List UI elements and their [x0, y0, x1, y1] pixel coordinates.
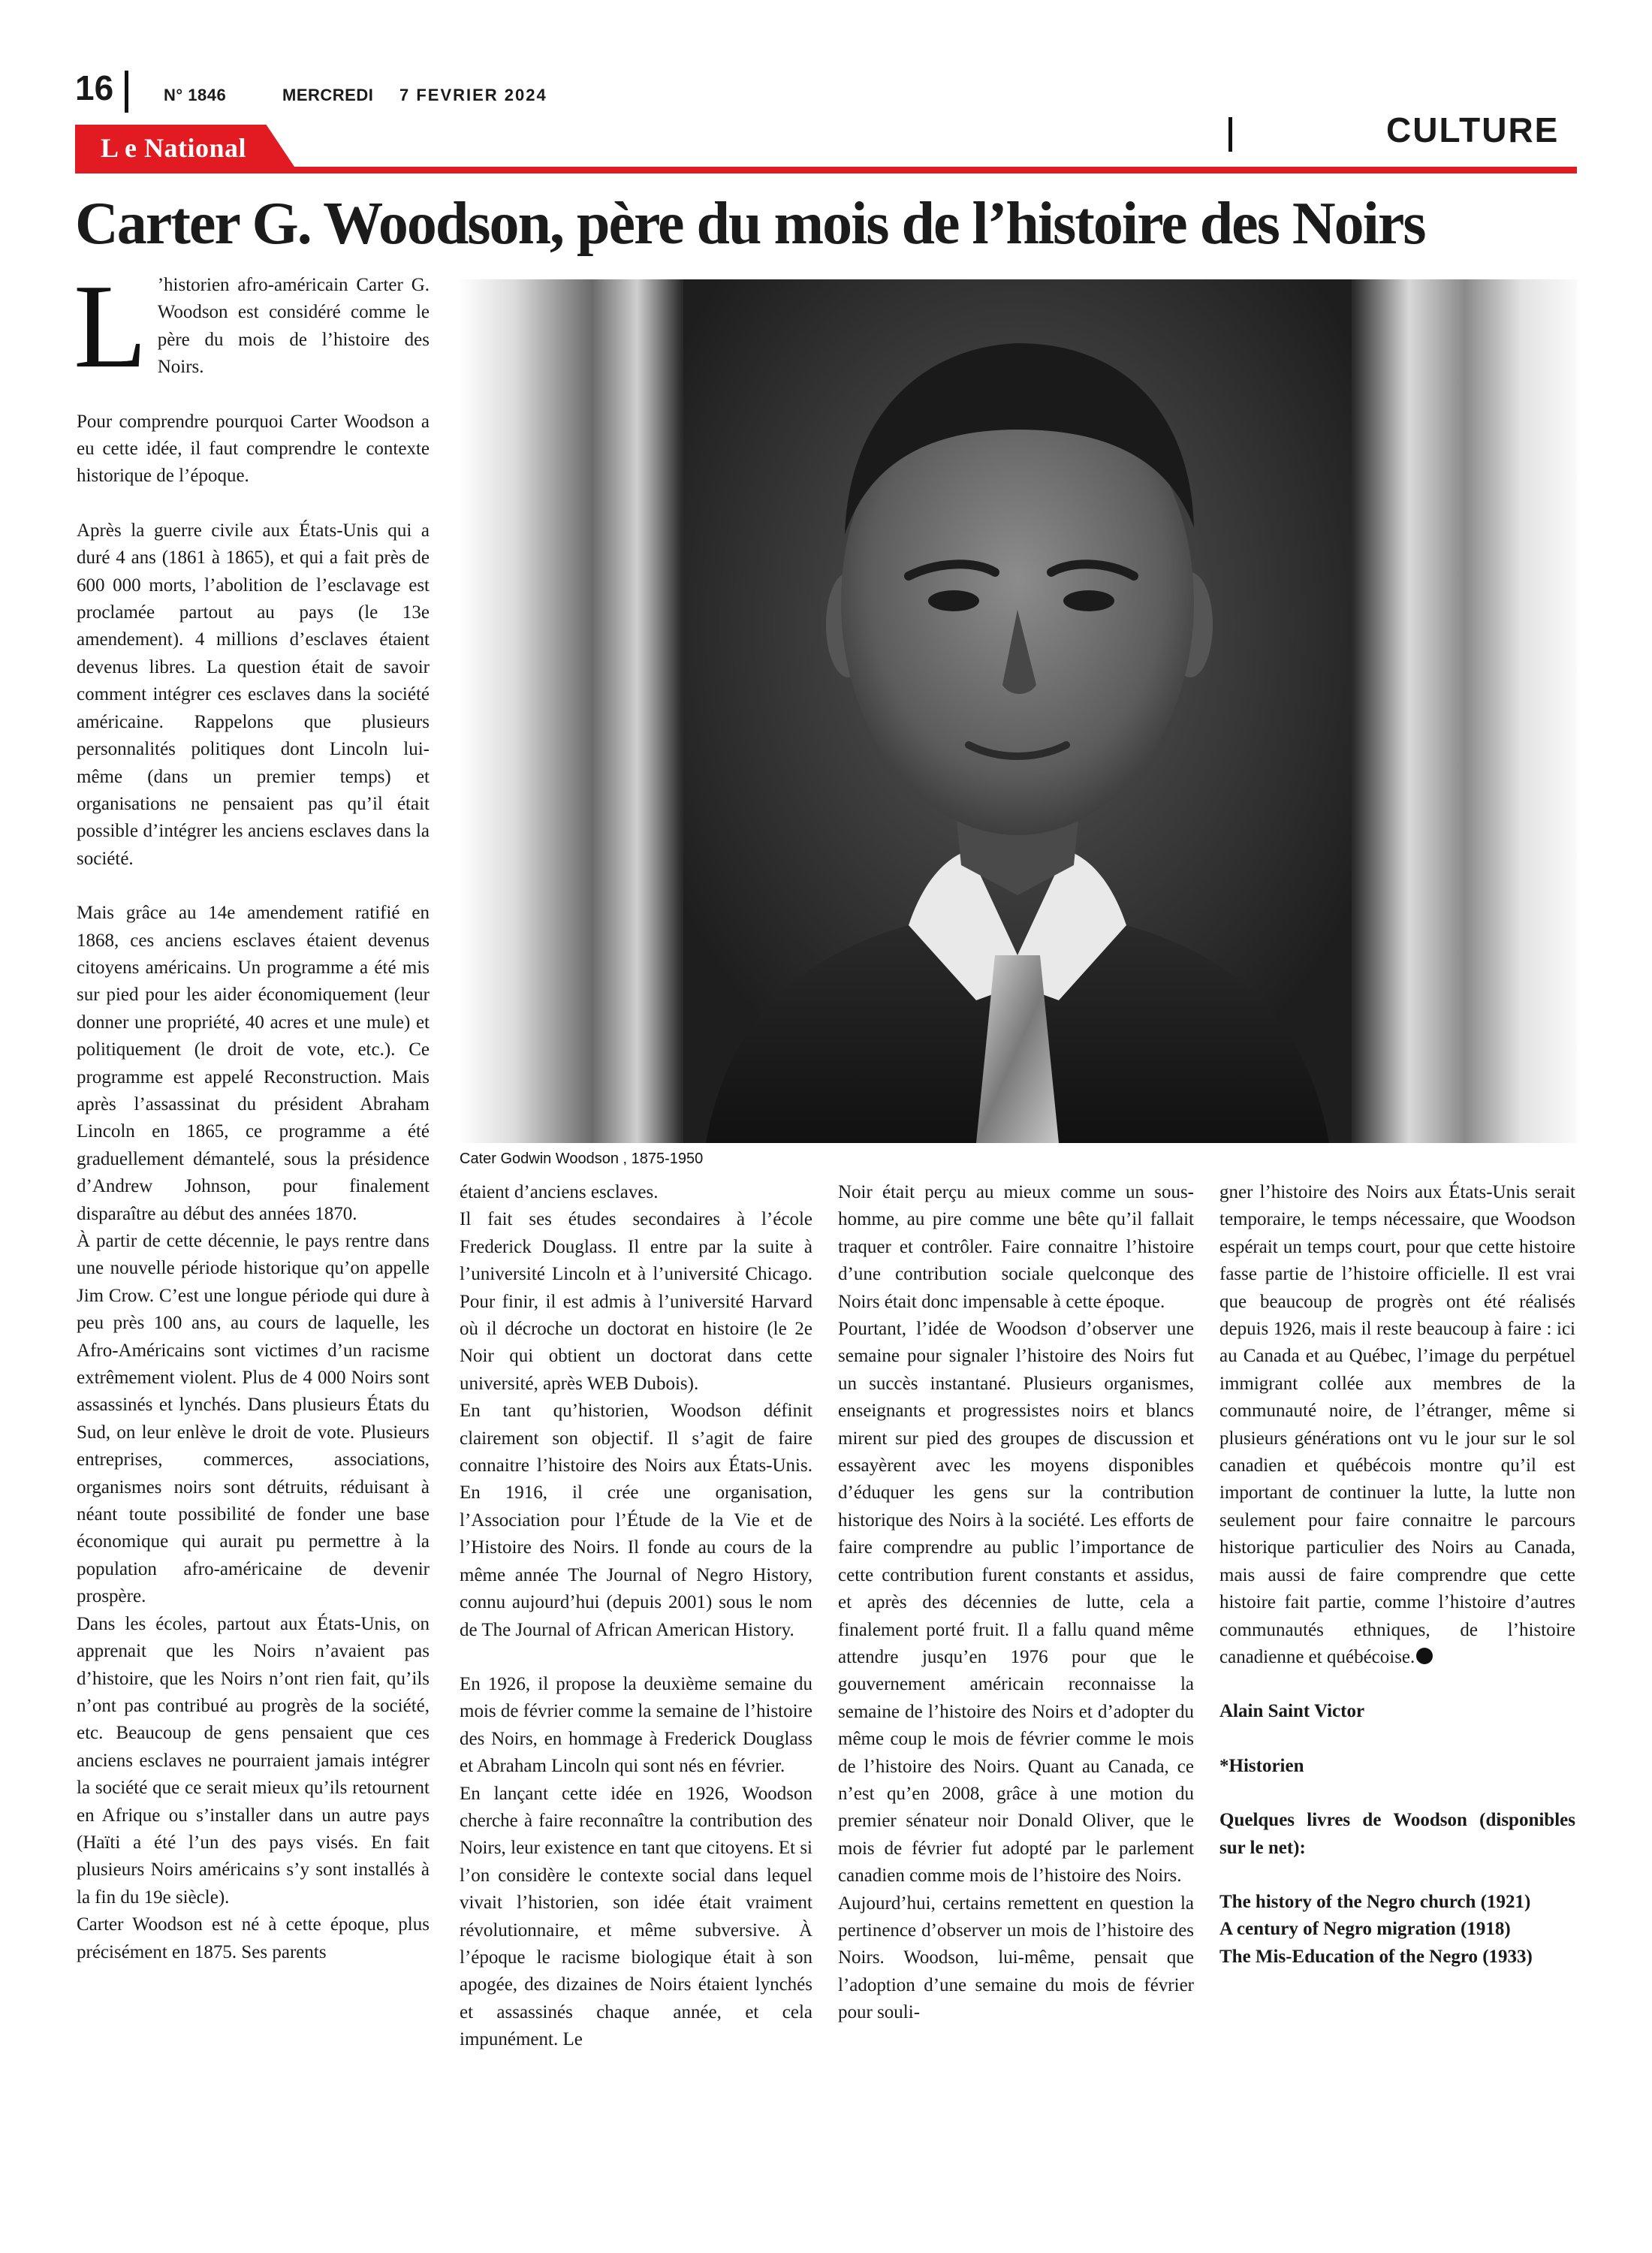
paragraph: Après la guerre civile aux États-Unis qui a duré 4 ans (1861 à 1865), et qui a fait près de 600 000 morts, l’abolition de l’esclavage est proclamée partout au pays (le 13e amendement). 4 millions d’esclaves étaient devenus libres. La question était de savoir comment intégrer ces esclaves dans la société américaine. Rappelons que plusieurs personnalités politiques dont Lincoln lui-même (dans un premier temps) et organisations ne pensaient pas qu’il était possible d’intégrer les anciens esclaves dans la société. [77, 520, 430, 869]
list-item: The Mis-Education of the Negro (1933) [1219, 1946, 1533, 1967]
paragraph: Noir était perçu au mieux comme un sous-homme, au pire comme une bête qu’il fallait traquer et contrôler. Faire connaitre l’histoire d’une contribution sociale quelconque des Noirs était donc impensable à cette époque. [838, 1182, 1194, 1312]
books-list [1219, 1889, 1575, 1971]
page-number: 16 [75, 68, 114, 107]
portrait-photo [458, 279, 1577, 1143]
drop-cap: L [74, 259, 147, 393]
list-item: The history of the Negro church (1921) [1219, 1891, 1531, 1912]
author-role: *Historien [1219, 1755, 1304, 1776]
paragraph: En tant qu’historien, Woodson définit clairement son objectif. Il s’agit de faire connaitre l’histoire des Noirs aux États-Unis. En 1916, il crée une organisation, l’Association pour l’Étude de la Vie et de l’Histoire des Noirs. Il fonde au cours de la même année The Journal of Negro History, connu aujourd’hui (depuis 2001) sous le nom de The Journal of African American History. [460, 1401, 812, 1640]
newspaper-logo: L e National [101, 133, 247, 163]
issue-date: 7 FEVRIER 2024 [399, 86, 547, 104]
paragraph: En 1926, il propose la deuxième semaine du mois de février comme la semaine de l’histoire des Noirs, en hommage à Frederick Douglass et Abraham Lincoln qui sont nés en février. [460, 1673, 812, 1777]
page-number-divider [125, 71, 128, 113]
closing-text: gner l’histoire des Noirs aux États-Unis serait temporaire, le temps nécessaire, que Woodson espérait un temps court, pour que cette histoire fasse partie de l’histoire officielle. Il est vrai que beaucoup de progrès ont été réalisés depuis 1926, mais il reste beaucoup à faire : ici au Canada et au Québec, l’image du perpétuel immigrant collée aux membres de la communauté noire, de l’étranger, même si plusieurs générations ont vu le jour sur le sol canadien et québécois montre qu’il est important de continuer la lutte, la lutte non seulement pour faire connaitre le parcours historique particulier des Noirs au Canada, mais aussi de faire comprendre que cette histoire fait partie, comme l’histoire d’autres communautés ethniques, de l’histoire canadienne et québécoise. [1219, 1182, 1575, 1667]
article-headline: Carter G. Woodson, père du mois de l’histoire des Noirs [75, 191, 1425, 257]
paragraph: En lançant cette idée en 1926, Woodson cherche à faire reconnaître la contribution des Noirs, leur existence en tant que citoyens. Et si l’on considère le contexte social dans lequel vivait l’historien, son idée était vraiment révolutionnaire, et même subversive. À l’époque le racisme biologique était à son apogée, des dizaines de Noirs étaient lynchés et assassinés chaque année, et cela impunément. Le [460, 1783, 812, 2050]
end-mark-icon [1416, 1648, 1433, 1664]
paragraph: Pour comprendre pourquoi Carter Woodson a eu cette idée, il faut comprendre le contexte historique de l’époque. [77, 411, 430, 487]
paragraph: Carter Woodson est né à cette époque, plus précisément en 1875. Ses parents [77, 1914, 430, 1962]
paragraph: Dans les écoles, partout aux États-Unis, on apprenait que les Noirs n’avaient pas d’histoire, que les Noirs n’ont rien fait, qu’ils n’ont pas contribué au progrès de la société, etc. Beaucoup de gens pensaient que ces anciens esclaves ne pourraient jamais intégrer la société que ce serait mieux qu’ils retournent en Afrique ou s’installer dans un autre pays (Haïti a été l’un des pays visés. En fait plusieurs Noirs américains s’y sont installés à la fin du 19e siècle). [77, 1613, 430, 1908]
section-title: CULTURE [1386, 110, 1560, 149]
intro-text: ’historien afro-américain Carter G. Woodson est considéré comme le père du mois de l’histoire des Noirs. [157, 275, 430, 378]
article-column-1 [74, 259, 430, 1966]
paragraph: étaient d’anciens esclaves. [460, 1182, 659, 1202]
paragraph [1219, 1179, 1575, 1671]
section-divider [1228, 117, 1232, 152]
books-intro: Quelques livres de Woodson (disponibles sur le net): [1219, 1810, 1575, 1858]
issue-weekday: MERCREDI [282, 86, 374, 104]
author-name: Alain Saint Victor [1219, 1701, 1365, 1722]
portrait-illustration [458, 279, 1577, 1143]
issue-number: N° 1846 [164, 86, 227, 104]
list-item: A century of Negro migration (1918) [1219, 1919, 1511, 1940]
intro-paragraph [74, 259, 430, 393]
paragraph: Il fait ses études secondaires à l’école Frederick Douglass. Il entre par la suite à l’université Lincoln et à l’université Chicago. Pour finir, il est admis à l’université Harvard où il décroche un doctorat en histoire (le 2e Noir qui obtient un doctorat dans cette université, après WEB Dubois). [460, 1209, 812, 1394]
paragraph: Mais grâce au 14e amendement ratifié en 1868, ces anciens esclaves étaient devenus citoyens américains. Un programme a été mis sur pied pour les aider économiquement (leur donner une propriété, 40 acres et une mule) et politiquement (le droit de vote, etc.). Ce programme est appelé Reconstruction. Mais après l’assassinat du président Abraham Lincoln en 1865, ce programme a été graduellement démantelé, sous la présidence d’Andrew Johnson, pour finalement disparaître au début des années 1870. [77, 903, 430, 1224]
paragraph: Aujourd’hui, certains remettent en question la pertinence d’observer un mois de l’histoire des Noirs. Woodson, lui-même, pensait que l’adoption d’une semaine du mois de février pour souli- [838, 1893, 1194, 2023]
header-rule [75, 167, 1577, 173]
photo-caption: Cater Godwin Woodson , 1875-1950 [460, 1151, 704, 1167]
article-column-2 [460, 1179, 812, 2054]
paragraph: Pourtant, l’idée de Woodson d’observer une semaine pour signaler l’histoire des Noirs fut un succès instantané. Plusieurs organismes, enseignants et progressistes noirs et blancs mirent sur pied des groupes de discussion et essayèrent avec les moyens disponibles d’éduquer les gens sur la contribution historique des Noirs à la société. Les efforts de faire comprendre au public l’importance de cette contribution furent constants et assidus, et après des décennies de lutte, cela a finalement porté fruit. Il a fallu quand même attendre jusqu’en 1976 pour que le gouvernement américain reconnaisse la semaine de l’histoire des Noirs et d’adopter du même coup le mois de février comme le mois de l’histoire des Noirs. Quant au Canada, ce n’est qu’en 2008, grâce à une motion du premier sénateur noir Donald Oliver, que le mois de février fut adopté par le parlement canadien comme mois de l’histoire des Noirs. [838, 1319, 1194, 1887]
paragraph: À partir de cette décennie, le pays rentre dans une nouvelle période historique qu’on appelle Jim Crow. C’est une longue période qui dure à peu près 100 ans, au cours de laquelle, les Afro-Américains sont victimes d’un racisme extrêmement violent. Plus de 4 000 Noirs sont assassinés et lynchés. Dans plusieurs États du Sud, on leur enlève le droit de vote. Plusieurs entreprises, commerces, associations, organismes noirs sont détruits, réduisant à néant toute possibilité de fonder une base économique qui aurait pu permettre à la population afro-américaine de devenir prospère. [77, 1231, 430, 1607]
article-column-3 [838, 1179, 1194, 2027]
article-column-4 [1219, 1179, 1575, 1971]
